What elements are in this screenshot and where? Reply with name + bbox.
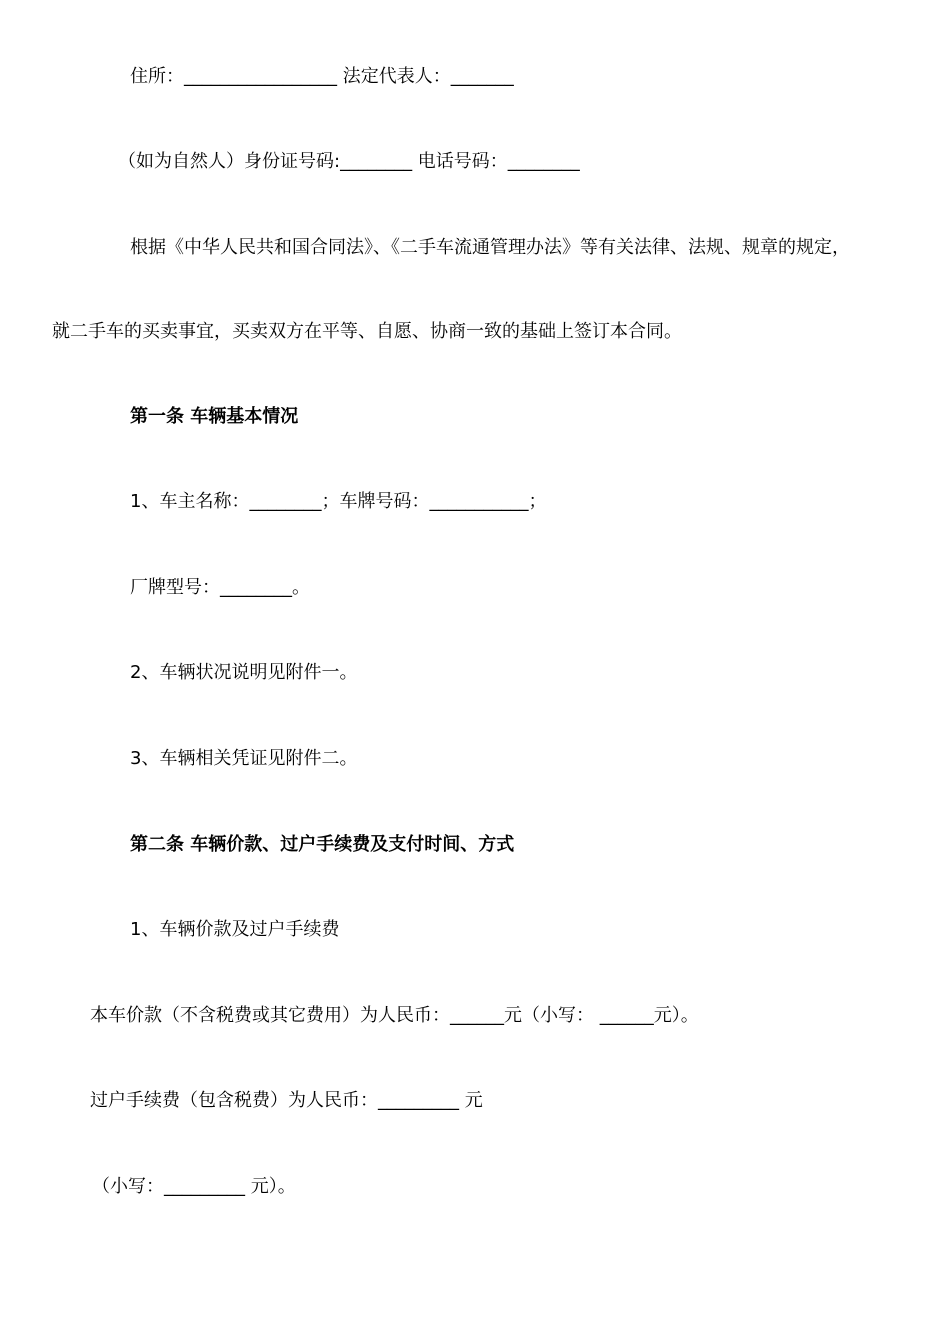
vehicle-condition-line: 2、车辆状况说明见附件一。 — [130, 662, 358, 683]
price-fee-subheading: 1、车辆价款及过户手续费 — [130, 919, 340, 940]
id-phone-line: （如为自然人）身份证号码:________ 电话号码：________ — [118, 151, 580, 172]
preamble-line-2: 就二手车的买卖事宜，买卖双方在平等、自愿、协商一致的基础上签订本合同。 — [52, 321, 682, 342]
transfer-fee-lowercase-line: （小写：_________ 元）。 — [92, 1176, 296, 1197]
address-legal-rep-line: 住所：_________________ 法定代表人：_______ — [130, 66, 514, 87]
article-1-heading: 第一条 车辆基本情况 — [130, 406, 299, 427]
preamble-line-1: 根据《中华人民共和国合同法》、《二手车流通管理办法》等有关法律、法规、规章的规定， — [130, 237, 850, 258]
brand-model-line: 厂牌型号：________。 — [130, 577, 310, 598]
transfer-fee-line: 过户手续费（包含税费）为人民币：_________ 元 — [90, 1090, 483, 1111]
article-2-heading: 第二条 车辆价款、过户手续费及支付时间、方式 — [130, 834, 515, 855]
vehicle-price-line: 本车价款（不含税费或其它费用）为人民币：______元（小写： ______元）。 — [90, 1005, 699, 1026]
owner-plate-line: 1、车主名称：________；车牌号码：___________； — [130, 491, 547, 512]
vehicle-documents-line: 3、车辆相关凭证见附件二。 — [130, 748, 358, 769]
